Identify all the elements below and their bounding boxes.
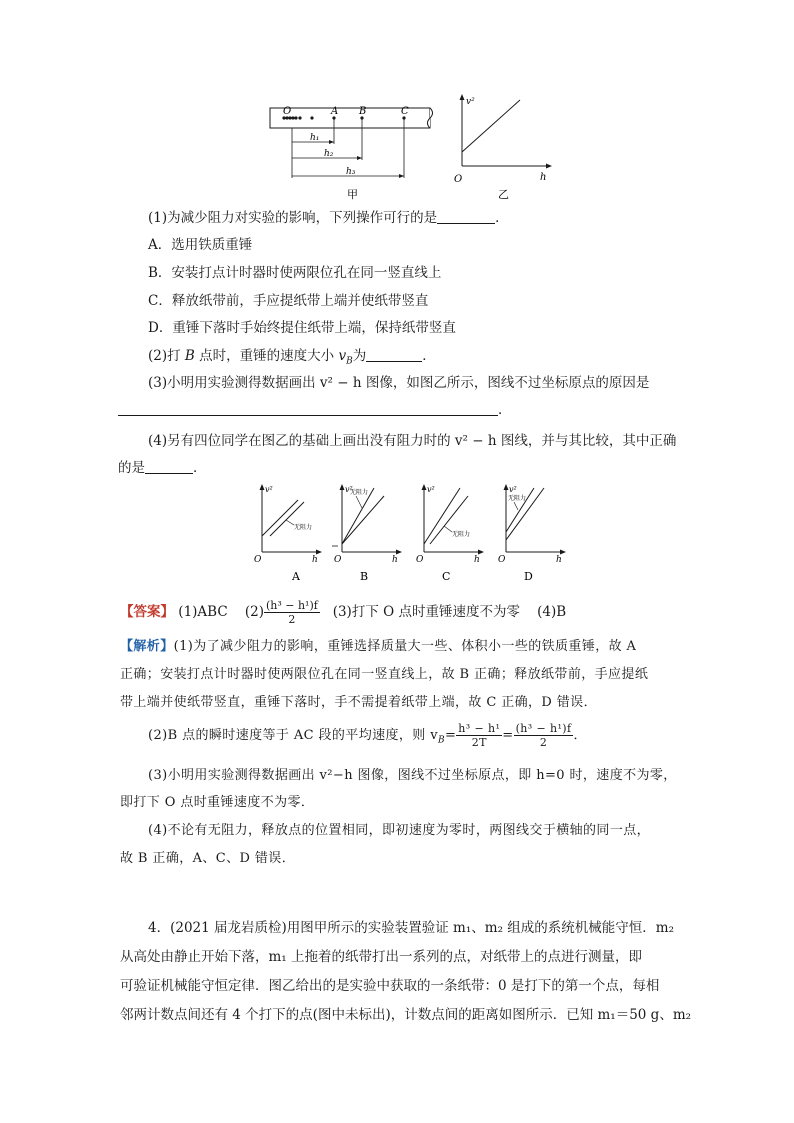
- q3-blank[interactable]: [118, 401, 498, 416]
- graph-a-origin: O: [254, 555, 262, 565]
- graph-line: [462, 100, 520, 152]
- explanation-line-7: (4)不论有无阻力，释放点的位置相同，即初速度为零时，两图线交于横轴的同一点，: [148, 823, 651, 838]
- graph-a: [254, 484, 322, 583]
- graph-y-label: v²: [466, 97, 475, 107]
- option-graphs: [250, 478, 580, 588]
- graph-b: [332, 484, 402, 583]
- q1-option-c: C．释放纸带前，手应提纸带上端并使纸带竖直: [148, 293, 429, 309]
- q1-option-d: D．重锤下落时手始终提住纸带上端，保持纸带竖直: [148, 320, 456, 336]
- h2-label: h₂: [324, 149, 334, 159]
- graph-d-label: D: [524, 570, 533, 583]
- h3-label: h₃: [346, 167, 356, 177]
- tape-figure: [262, 96, 442, 206]
- graph-a-y: v²: [265, 485, 273, 494]
- tape-label-b: B: [359, 106, 367, 117]
- explanation-line-3: 带上端并使纸带竖直，重锤下落时，手不需提着纸带上端，故 C 正确，D 错误．: [120, 695, 597, 710]
- h1-label: h₁: [310, 133, 320, 143]
- graph-c-annotation: 无阻力: [452, 531, 471, 538]
- answer-tag: 【答案】: [120, 604, 174, 620]
- graph-d-origin: O: [498, 555, 506, 565]
- explanation-line-4: (2)B 点的瞬时速度等于 AC 段的平均速度，则 $v_B=$ $\frac{\text{h³ − h¹}}{2T}$ = $\frac{\text{(h³ − h¹)f}}{2}$ ．: [148, 722, 587, 749]
- graph-b-y: v²: [345, 485, 353, 494]
- tape-tear-edge: [428, 108, 433, 128]
- graph-c-x: h: [474, 555, 480, 565]
- q1-blank[interactable]: [437, 209, 495, 224]
- graph-c: [416, 484, 484, 583]
- problem4-line-4: 邻两计数点间还有 4 个打下的点(图中未标出)，计数点间的距离如图所示．已知 m₁＝50 g、m₂: [120, 1007, 692, 1023]
- graph-c-label: C: [442, 570, 451, 583]
- problem4-line-2: 从高处由静止开始下落，m₁ 上拖着的纸带打出一系列的点，对纸带上的点进行测量，即: [120, 949, 643, 965]
- graph-d-x: h: [556, 555, 562, 565]
- q2-blank[interactable]: [366, 347, 422, 362]
- graph-d-y: v²: [509, 485, 517, 494]
- tape-label-a: A: [331, 106, 339, 117]
- explanation-line-8: 故 B 正确，A、C、D 错误．: [120, 851, 296, 866]
- graph-d: [498, 484, 566, 583]
- caption-jia: 甲: [347, 188, 358, 201]
- q4-prompt: (4)另有四位同学在图乙的基础上画出没有阻力时的 v² − h 图线，并与其比较，其中正确: [148, 433, 677, 449]
- graph-b-origin: O: [334, 555, 342, 565]
- q3-answer-line: ．: [118, 400, 512, 420]
- explanation-line-5: (3)小明用实验测得数据画出 v²−h 图像，图线不过坐标原点，即 h=0 时，速度不为零，: [148, 768, 677, 783]
- answer-fraction: $\frac{\text{(h³ − h¹)f}}{2}$: [265, 599, 318, 626]
- graph-a-x: h: [312, 555, 318, 565]
- q2-prompt: (2)打 B 点时，重锤的速度大小 $v_B$为 ．: [148, 348, 436, 367]
- problem4-line-1: 4．(2021 届龙岩质检)用图甲所示的实验装置验证 m₁、m₂ 组成的系统机械能守恒．m₂: [148, 920, 674, 936]
- explanation-line-1: 【解析】(1)为了减少阻力的影响，重锤选择质量大一些、体积小一些的铁质重锤，故 A: [120, 639, 637, 654]
- explanation-tag: 【解析】: [120, 639, 174, 654]
- graph-b-annotation: 无阻力: [350, 489, 369, 496]
- answer-line: 【答案】 (1)ABC (2) $\frac{\text{(h³ − h¹)f}}{2}$ (3)打下 O 点时重锤速度不为零 (4)B: [120, 599, 567, 626]
- explanation-line-2: 正确；安装打点计时器时使两限位孔在同一竖直线上，故 B 正确；释放纸带前，手应提纸: [120, 667, 649, 682]
- tape-label-c: C: [401, 106, 409, 117]
- graph-origin: O: [454, 174, 463, 185]
- q4-blank[interactable]: [145, 459, 193, 474]
- graph-b-label: B: [360, 570, 369, 583]
- q4-prompt-2: 的是 ．: [118, 460, 207, 476]
- graph-yi: [448, 90, 558, 206]
- graph-a-label: A: [292, 570, 300, 583]
- tape-label-o: O: [283, 106, 292, 117]
- graph-c-y: v²: [427, 485, 435, 494]
- q1-option-a: A．选用铁质重锤: [148, 237, 253, 253]
- problem4-line-3: 可验证机械能守恒定律．图乙给出的是实验中获取的一条纸带：0 是打下的第一个点，每相: [120, 978, 660, 994]
- explanation-line-6: 即打下 O 点时重锤速度不为零．: [120, 795, 315, 810]
- q3-prompt: (3)小明用实验测得数据画出 v² − h 图像，如图乙所示，图线不过坐标原点的原因是: [148, 375, 650, 391]
- q1-prompt: (1)为减少阻力对实验的影响，下列操作可行的是 ．: [148, 210, 509, 226]
- caption-yi: 乙: [498, 188, 509, 201]
- q1-option-b: B．安装打点计时器时使两限位孔在同一竖直线上: [148, 265, 442, 281]
- graph-b-x: h: [392, 555, 398, 565]
- graph-x-label: h: [540, 172, 547, 183]
- graph-a-annotation: 无阻力: [294, 524, 313, 531]
- graph-c-origin: O: [416, 555, 424, 565]
- graph-d-annotation: 无阻力: [508, 495, 527, 502]
